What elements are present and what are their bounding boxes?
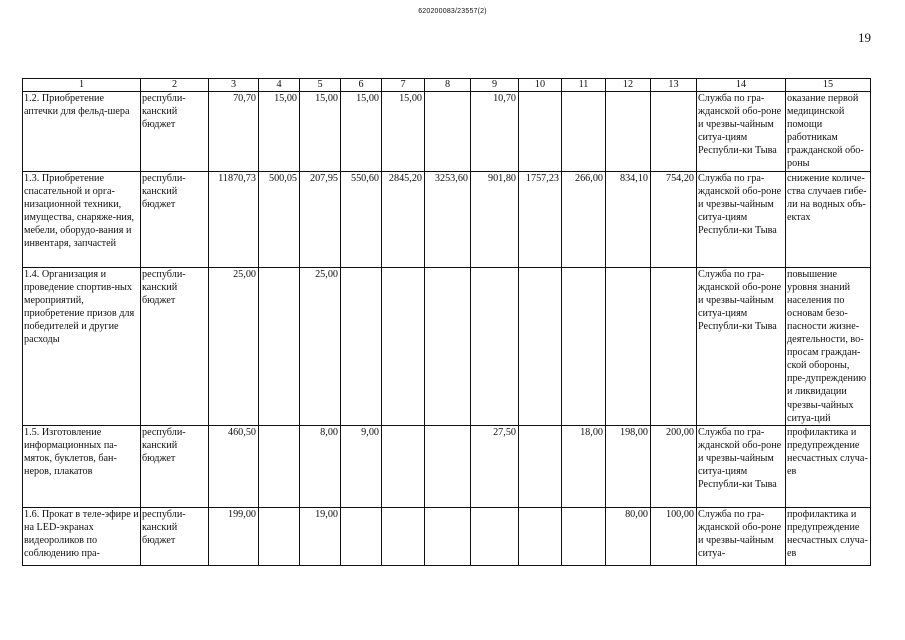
amount-cell: 200,00 bbox=[651, 425, 697, 507]
amount-cell: 550,60 bbox=[341, 171, 382, 267]
result-cell: оказание первой медицинской помощи работникам гражданской обо-роны bbox=[786, 92, 871, 172]
amount-cell bbox=[562, 507, 606, 565]
amount-cell bbox=[259, 507, 300, 565]
result-cell: профилактика и предупреждение несчастных случа-ев bbox=[786, 425, 871, 507]
amount-cell bbox=[341, 507, 382, 565]
executor-cell: Служба по гра-жданской обо-роне и чрезвы-чайным ситуа-циям Республи-ки Тыва bbox=[697, 425, 786, 507]
column-number-row bbox=[23, 79, 871, 92]
amount-cell: 25,00 bbox=[300, 267, 341, 425]
amount-cell bbox=[425, 92, 471, 172]
total-cell: 25,00 bbox=[209, 267, 259, 425]
amount-cell: 27,50 bbox=[471, 425, 519, 507]
amount-cell: 198,00 bbox=[606, 425, 651, 507]
table-row bbox=[23, 267, 871, 425]
amount-cell: 15,00 bbox=[300, 92, 341, 172]
amount-cell: 80,00 bbox=[606, 507, 651, 565]
amount-cell: 19,00 bbox=[300, 507, 341, 565]
amount-cell: 500,05 bbox=[259, 171, 300, 267]
table-row bbox=[23, 171, 871, 267]
amount-cell: 9,00 bbox=[341, 425, 382, 507]
funding-source-cell: республи-канский бюджет bbox=[141, 507, 209, 565]
amount-cell: 15,00 bbox=[341, 92, 382, 172]
total-cell: 11870,73 bbox=[209, 171, 259, 267]
result-cell: профилактика и предупреждение несчастных случа-ев bbox=[786, 507, 871, 565]
total-cell: 70,70 bbox=[209, 92, 259, 172]
funding-source-cell: республи-канский бюджет bbox=[141, 92, 209, 172]
table-row bbox=[23, 425, 871, 507]
column-number: 10 bbox=[519, 79, 562, 92]
document-id: 620200083/23557(2) bbox=[418, 8, 487, 15]
funding-source-cell: республи-канский бюджет bbox=[141, 267, 209, 425]
item-cell: 1.5. Изготовление информационных па-мяток, буклетов, бан-неров, плакатов bbox=[23, 425, 141, 507]
amount-cell bbox=[519, 425, 562, 507]
executor-cell: Служба по гра-жданской обо-роне и чрезвы-чайным ситуа-циям Республи-ки Тыва bbox=[697, 92, 786, 172]
column-number: 8 bbox=[425, 79, 471, 92]
amount-cell bbox=[471, 267, 519, 425]
amount-cell: 3253,60 bbox=[425, 171, 471, 267]
funding-source-cell: республи-канский бюджет bbox=[141, 171, 209, 267]
item-cell: 1.3. Приобретение спасательной и орга-низационной техники, имущества, снаряже-ния, мебели, оборудо-вания и инвентаря, запчастей bbox=[23, 171, 141, 267]
item-cell: 1.4. Организация и проведение спортив-ных мероприятий, приобретение призов для победителей и другие расходы bbox=[23, 267, 141, 425]
amount-cell bbox=[519, 92, 562, 172]
amount-cell: 10,70 bbox=[471, 92, 519, 172]
amount-cell bbox=[259, 267, 300, 425]
amount-cell bbox=[519, 507, 562, 565]
amount-cell: 8,00 bbox=[300, 425, 341, 507]
amount-cell bbox=[425, 267, 471, 425]
page-number: 19 bbox=[858, 30, 871, 45]
funding-source-cell: республи-канский бюджет bbox=[141, 425, 209, 507]
amount-cell bbox=[382, 267, 425, 425]
executor-cell: Служба по гра-жданской обо-роне и чрезвы-чайным ситуа-циям Республи-ки Тыва bbox=[697, 267, 786, 425]
amount-cell bbox=[471, 507, 519, 565]
amount-cell: 207,95 bbox=[300, 171, 341, 267]
amount-cell bbox=[606, 92, 651, 172]
amount-cell bbox=[382, 507, 425, 565]
amount-cell bbox=[651, 92, 697, 172]
total-cell: 460,50 bbox=[209, 425, 259, 507]
amount-cell: 2845,20 bbox=[382, 171, 425, 267]
total-cell: 199,00 bbox=[209, 507, 259, 565]
amount-cell: 266,00 bbox=[562, 171, 606, 267]
amount-cell bbox=[606, 267, 651, 425]
amount-cell bbox=[519, 267, 562, 425]
amount-cell bbox=[259, 425, 300, 507]
column-number: 4 bbox=[259, 79, 300, 92]
column-number: 15 bbox=[786, 79, 871, 92]
amount-cell bbox=[651, 267, 697, 425]
table-row bbox=[23, 507, 871, 565]
amount-cell bbox=[562, 92, 606, 172]
amount-cell: 18,00 bbox=[562, 425, 606, 507]
table-row bbox=[23, 92, 871, 172]
amount-cell: 1757,23 bbox=[519, 171, 562, 267]
column-number: 13 bbox=[651, 79, 697, 92]
column-number: 12 bbox=[606, 79, 651, 92]
executor-cell: Служба по гра-жданской обо-роне и чрезвы-чайным ситуа-циям Республи-ки Тыва bbox=[697, 171, 786, 267]
amount-cell bbox=[425, 425, 471, 507]
result-cell: снижение количе-ства случаев гибе-ли на водных объ-ектах bbox=[786, 171, 871, 267]
amount-cell bbox=[562, 267, 606, 425]
column-number: 6 bbox=[341, 79, 382, 92]
column-number: 3 bbox=[209, 79, 259, 92]
budget-table bbox=[22, 78, 871, 566]
amount-cell: 15,00 bbox=[259, 92, 300, 172]
amount-cell: 834,10 bbox=[606, 171, 651, 267]
column-number: 1 bbox=[23, 79, 141, 92]
amount-cell bbox=[341, 267, 382, 425]
result-cell: повышение уровня знаний населения по основам безо-пасности жизне-деятельности, во-просам граждан-ской обороны, пре-дупреждению и ликвидации чрезвы-чайных ситуа-ций bbox=[786, 267, 871, 425]
item-cell: 1.2. Приобретение аптечки для фельд-шера bbox=[23, 92, 141, 172]
column-number: 14 bbox=[697, 79, 786, 92]
amount-cell: 100,00 bbox=[651, 507, 697, 565]
column-number: 11 bbox=[562, 79, 606, 92]
amount-cell: 15,00 bbox=[382, 92, 425, 172]
column-number: 7 bbox=[382, 79, 425, 92]
executor-cell: Служба по гра-жданской обо-роне и чрезвы-чайным ситуа- bbox=[697, 507, 786, 565]
amount-cell bbox=[382, 425, 425, 507]
amount-cell: 754,20 bbox=[651, 171, 697, 267]
item-cell: 1.6. Прокат в теле-эфире и на LED-экранах видеороликов по соблюдению пра- bbox=[23, 507, 141, 565]
column-number: 9 bbox=[471, 79, 519, 92]
amount-cell bbox=[425, 507, 471, 565]
amount-cell: 901,80 bbox=[471, 171, 519, 267]
column-number: 2 bbox=[141, 79, 209, 92]
column-number: 5 bbox=[300, 79, 341, 92]
